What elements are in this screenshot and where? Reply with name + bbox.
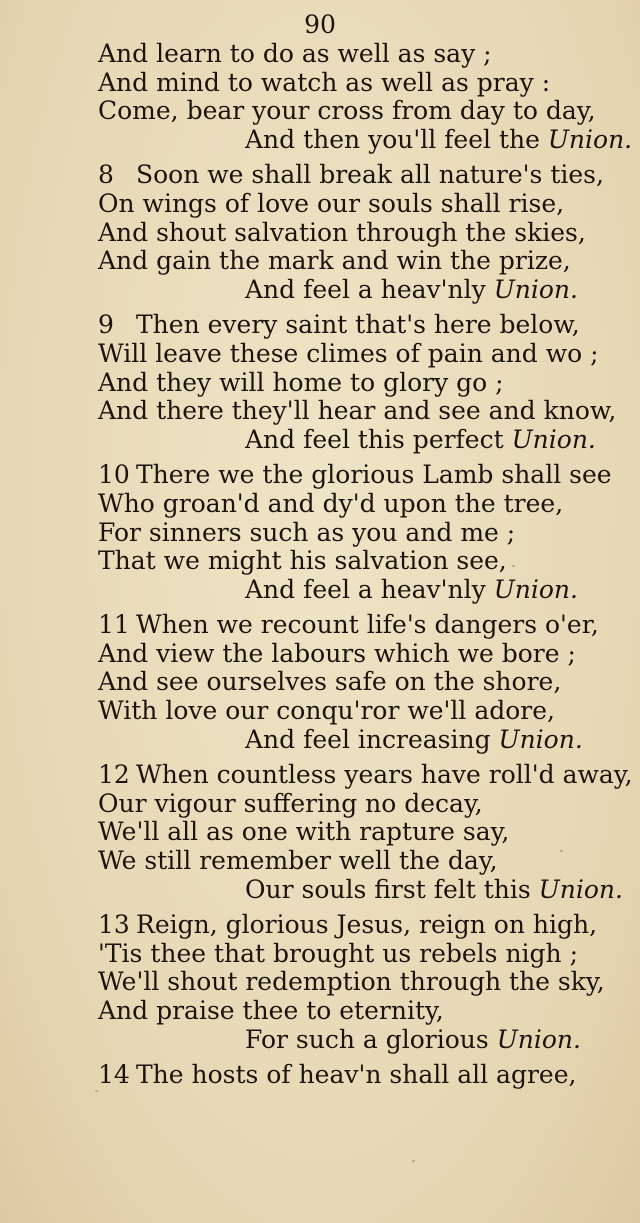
verse-line: And gain the mark and win the prize, <box>98 246 571 276</box>
union-word: Union. <box>493 574 578 604</box>
refrain-line <box>0 1026 640 1055</box>
stanza-number: 11 <box>98 610 130 640</box>
verse-line: That we might his salvation see, <box>98 546 507 576</box>
verse-line: And view the labours which we bore ; <box>98 638 576 668</box>
verse-text: When we recount life's dangers o'er, <box>136 610 599 640</box>
refrain-text: And feel a heav'nly <box>245 574 494 604</box>
verse-line: 'Tis thee that brought us rebels nigh ; <box>98 938 579 968</box>
stanza <box>0 761 640 904</box>
verse-line: And they will home to glory go ; <box>98 367 504 397</box>
stanza-number: 14 <box>98 1060 130 1090</box>
verse-line: Will leave these climes of pain and wo ; <box>98 338 599 368</box>
verse-first-line <box>0 1061 640 1090</box>
verse-line: Come, bear your cross from day to day, <box>98 96 596 126</box>
stanza <box>0 911 640 1054</box>
verse-text: There we the glorious Lamb shall see <box>136 460 612 490</box>
verse-line: On wings of love our souls shall rise, <box>98 188 565 218</box>
union-word: Union. <box>496 1024 581 1054</box>
verse-text: When countless years have roll'd away, <box>136 760 633 790</box>
verse-line: And see ourselves safe on the shore, <box>98 667 562 697</box>
opening-stanza <box>0 40 640 154</box>
refrain-line <box>0 276 640 305</box>
verse-line: And there they'll hear and see and know, <box>98 396 617 426</box>
verse-line: We'll all as one with rapture say, <box>98 817 510 847</box>
union-word: Union. <box>493 274 578 304</box>
verse-line: And learn to do as well as say ; <box>98 39 492 68</box>
page-speck <box>95 1090 98 1092</box>
hymn-text <box>0 40 640 1090</box>
verse-line: For sinners such as you and me ; <box>98 517 516 547</box>
refrain-line <box>0 876 640 905</box>
stanza-number: 12 <box>98 760 130 790</box>
union-word: Union. <box>547 124 633 154</box>
refrain-text: Our souls first felt this <box>245 874 539 904</box>
stanza <box>0 161 640 304</box>
refrain-text: And then you'll feel the <box>245 124 548 154</box>
page-number: 90 <box>304 10 336 39</box>
refrain-text: And feel a heav'nly <box>245 274 494 304</box>
refrain-text: And feel this perfect <box>245 424 512 454</box>
verse-first-line <box>0 761 640 790</box>
verse-line: Our vigour suffering no decay, <box>98 788 483 818</box>
stanza-number: 13 <box>98 910 130 940</box>
stanza <box>0 611 640 754</box>
union-word: Union. <box>511 424 596 454</box>
refrain-text: And feel increasing <box>245 724 499 754</box>
verse-line: With love our conqu'ror we'll adore, <box>98 696 555 726</box>
verse-first-line <box>0 611 640 640</box>
union-word: Union. <box>498 724 583 754</box>
verse-line: And mind to watch as well as pray : <box>98 67 551 97</box>
refrain-text: For such a glorious <box>245 1024 497 1054</box>
verse-line: And shout salvation through the skies, <box>98 217 586 247</box>
verse-text: The hosts of heav'n shall all agree, <box>136 1060 577 1090</box>
verse-text: Then every saint that's here below, <box>136 310 580 340</box>
stanza-number: 10 <box>98 460 130 490</box>
page-speck <box>412 1160 415 1162</box>
refrain-line <box>0 726 640 755</box>
refrain-line <box>0 126 640 155</box>
page-speck <box>560 850 563 852</box>
refrain-line <box>0 426 640 455</box>
stanza <box>0 311 640 454</box>
verse-first-line <box>0 911 640 940</box>
stanza <box>0 1061 640 1090</box>
refrain-line <box>0 576 640 605</box>
verse-first-line <box>0 461 640 490</box>
verse-line: We'll shout redemption through the sky, <box>98 967 605 997</box>
verse-first-line <box>0 311 640 340</box>
verse-first-line <box>0 161 640 190</box>
verse-text: Reign, glorious Jesus, reign on high, <box>136 910 598 940</box>
stanza-number: 8 <box>98 160 114 190</box>
verse-line: We still remember well the day, <box>98 846 498 876</box>
stanza <box>0 461 640 604</box>
verse-line: And praise thee to eternity, <box>98 996 444 1025</box>
verse-text: Soon we shall break all nature's ties, <box>136 160 604 190</box>
page-speck <box>512 565 515 567</box>
stanza-number: 9 <box>98 310 114 340</box>
union-word: Union. <box>538 874 623 904</box>
verse-line: Who groan'd and dy'd upon the tree, <box>98 488 564 518</box>
